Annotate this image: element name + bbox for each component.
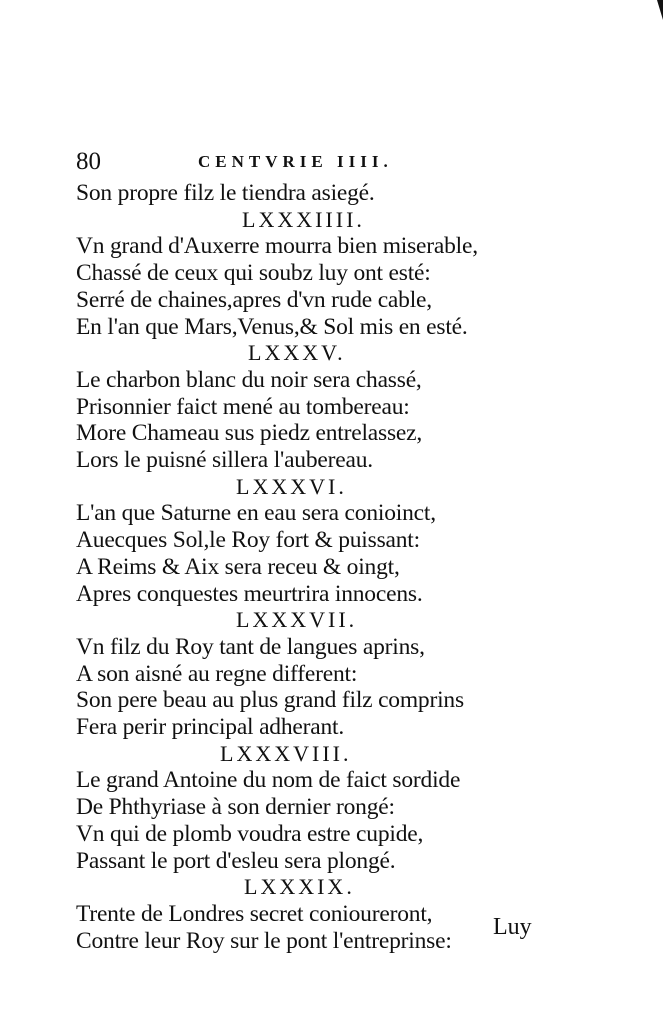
quatrain-number-heading: LXXXVIII. [220,740,352,766]
verse-line: Le charbon blanc du noir sera chassé, [76,366,422,393]
verse-line: Trente de Londres secret conioureront, [76,900,433,927]
verse-line: Serré de chaines,apres d'vn rude cable, [76,286,432,313]
verse-line: L'an que Saturne en eau sera conioinct, [76,500,436,527]
quatrain-number-heading: LXXXIX. [244,874,355,900]
verse-line: Chassé de ceux qui soubz luy ont esté: [76,260,431,287]
verse-line: Son propre filz le tiendra asiegé. [76,180,375,206]
verse-line: Vn grand d'Auxerre mourra bien miserable, [76,233,478,260]
verse-line: Contre leur Roy sur le pont l'entreprinse: [76,927,452,954]
quatrain-number-heading: LXXXVII. [236,607,358,633]
verse-line: More Chameau sus piedz entrelassez, [76,420,423,447]
quatrain-number-heading: LXXXV. [248,340,346,366]
catchword: Luy [493,914,532,940]
text-block [76,180,546,954]
book-page [76,148,546,954]
page-number: 80 [76,148,101,175]
verse-line: Fera perir principal adherant. [76,714,345,741]
verse-line: Son pere beau au plus grand filz comprins [76,687,464,714]
verse-line: A Reims & Aix sera receu & oingt, [76,553,400,580]
verse-line: Vn filz du Roy tant de langues aprins, [76,633,425,660]
verse-line: De Phthyriase à son dernier rongé: [76,794,395,821]
running-head: CENTVRIE IIII. [198,152,393,171]
verse-line: Vn qui de plomb voudra estre cupide, [76,820,424,847]
quatrain-number-heading: LXXXVI. [236,473,347,499]
verse-line: Passant le port d'esleu sera plongé. [76,847,396,874]
verse-line: En l'an que Mars,Venus,& Sol mis en esté. [76,313,468,340]
verse-line: Le grand Antoine du nom de faict sordide [76,767,461,794]
page-header [76,148,546,180]
page-corner-mark [657,0,663,20]
verse-line: Auecques Sol,le Roy fort & puissant: [76,527,420,554]
verse-line: Lors le puisné sillera l'aubereau. [76,447,373,474]
verse-line: A son aisné au regne different: [76,660,358,687]
verse-line: Apres conquestes meurtrira innocens. [76,580,423,607]
verse-line: Prisonnier faict mené au tombereau: [76,393,410,420]
quatrain-number-heading: LXXXIIII. [242,206,365,232]
